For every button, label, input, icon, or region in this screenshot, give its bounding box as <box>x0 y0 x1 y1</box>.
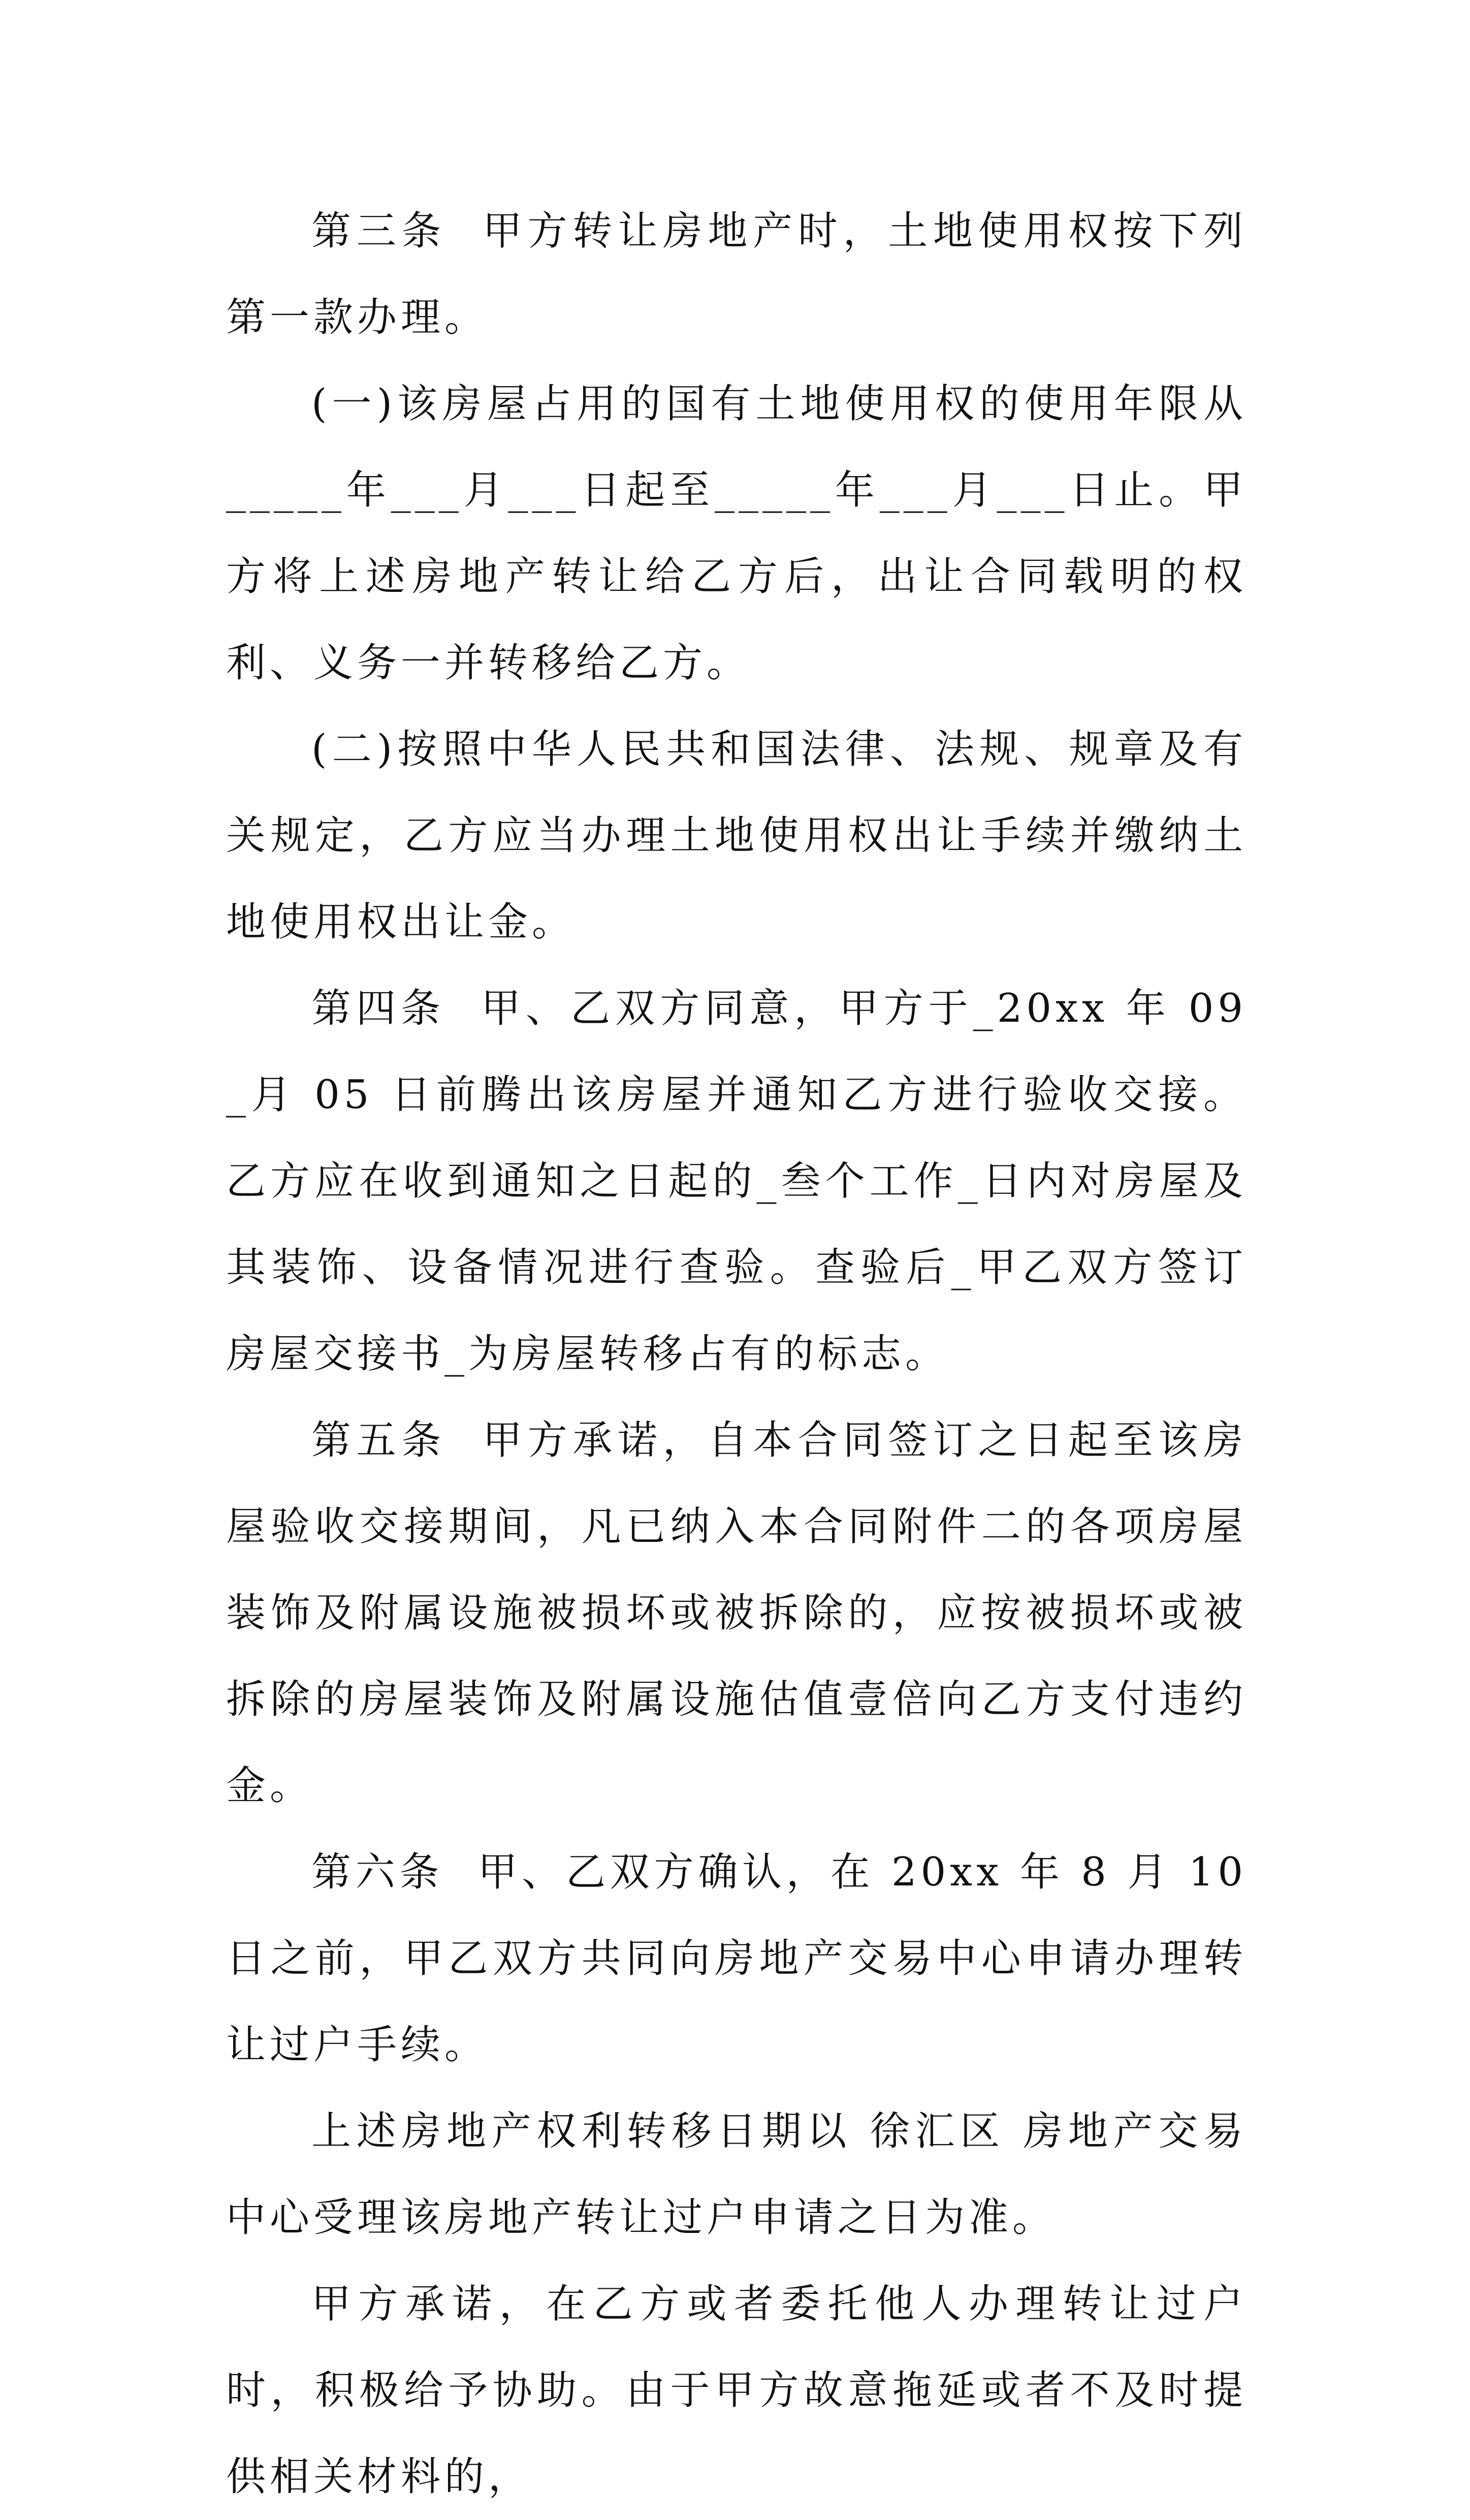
paragraph-transfer-date: 上述房地产权利转移日期以 徐汇区 房地产交易中心受理该房地产转让过户申请之日为准。 <box>226 2108 1247 2241</box>
paragraph-clause-1: (一)该房屋占用的国有土地使用权的使用年限从_____年___月___日起至_____年___月___日止。甲方将上述房地产转让给乙方后，出让合同载明的权利、义务一并转移给乙方。 <box>226 381 1247 686</box>
paragraph-article-4: 第四条 甲、乙双方同意，甲方于_20xx 年 09_月 05 日前腾出该房屋并通知乙方进行验收交接。乙方应在收到通知之日起的_叁个工作_日内对房屋及其装饰、设备情况进行查验。查验后_甲乙双方签订房屋交接书_为房屋转移占有的标志。 <box>226 986 1247 1377</box>
paragraph-article-3: 第三条 甲方转让房地产时，土地使用权按下列第一款办理。 <box>226 208 1247 340</box>
paragraph-article-5: 第五条 甲方承诺，自本合同签订之日起至该房屋验收交接期间，凡已纳入本合同附件二的各项房屋装饰及附属设施被损坏或被拆除的，应按被损坏或被拆除的房屋装饰及附属设施估值壹倍向乙方支付违约金。 <box>226 1418 1247 1809</box>
paragraph-party-a-promise: 甲方承诺，在乙方或者委托他人办理转让过户时，积极给予协助。由于甲方故意拖延或者不及时提供相关材料的， <box>226 2281 1247 2500</box>
paragraph-article-6: 第六条 甲、乙双方确认，在 20xx 年 8 月 10 日之前，甲乙双方共同向房地产交易中心申请办理转让过户手续。 <box>226 1849 1264 2068</box>
document-body <box>226 188 1264 2520</box>
paragraph-clause-2: (二)按照中华人民共和国法律、法规、规章及有关规定，乙方应当办理土地使用权出让手续并缴纳土地使用权出让金。 <box>226 727 1247 945</box>
